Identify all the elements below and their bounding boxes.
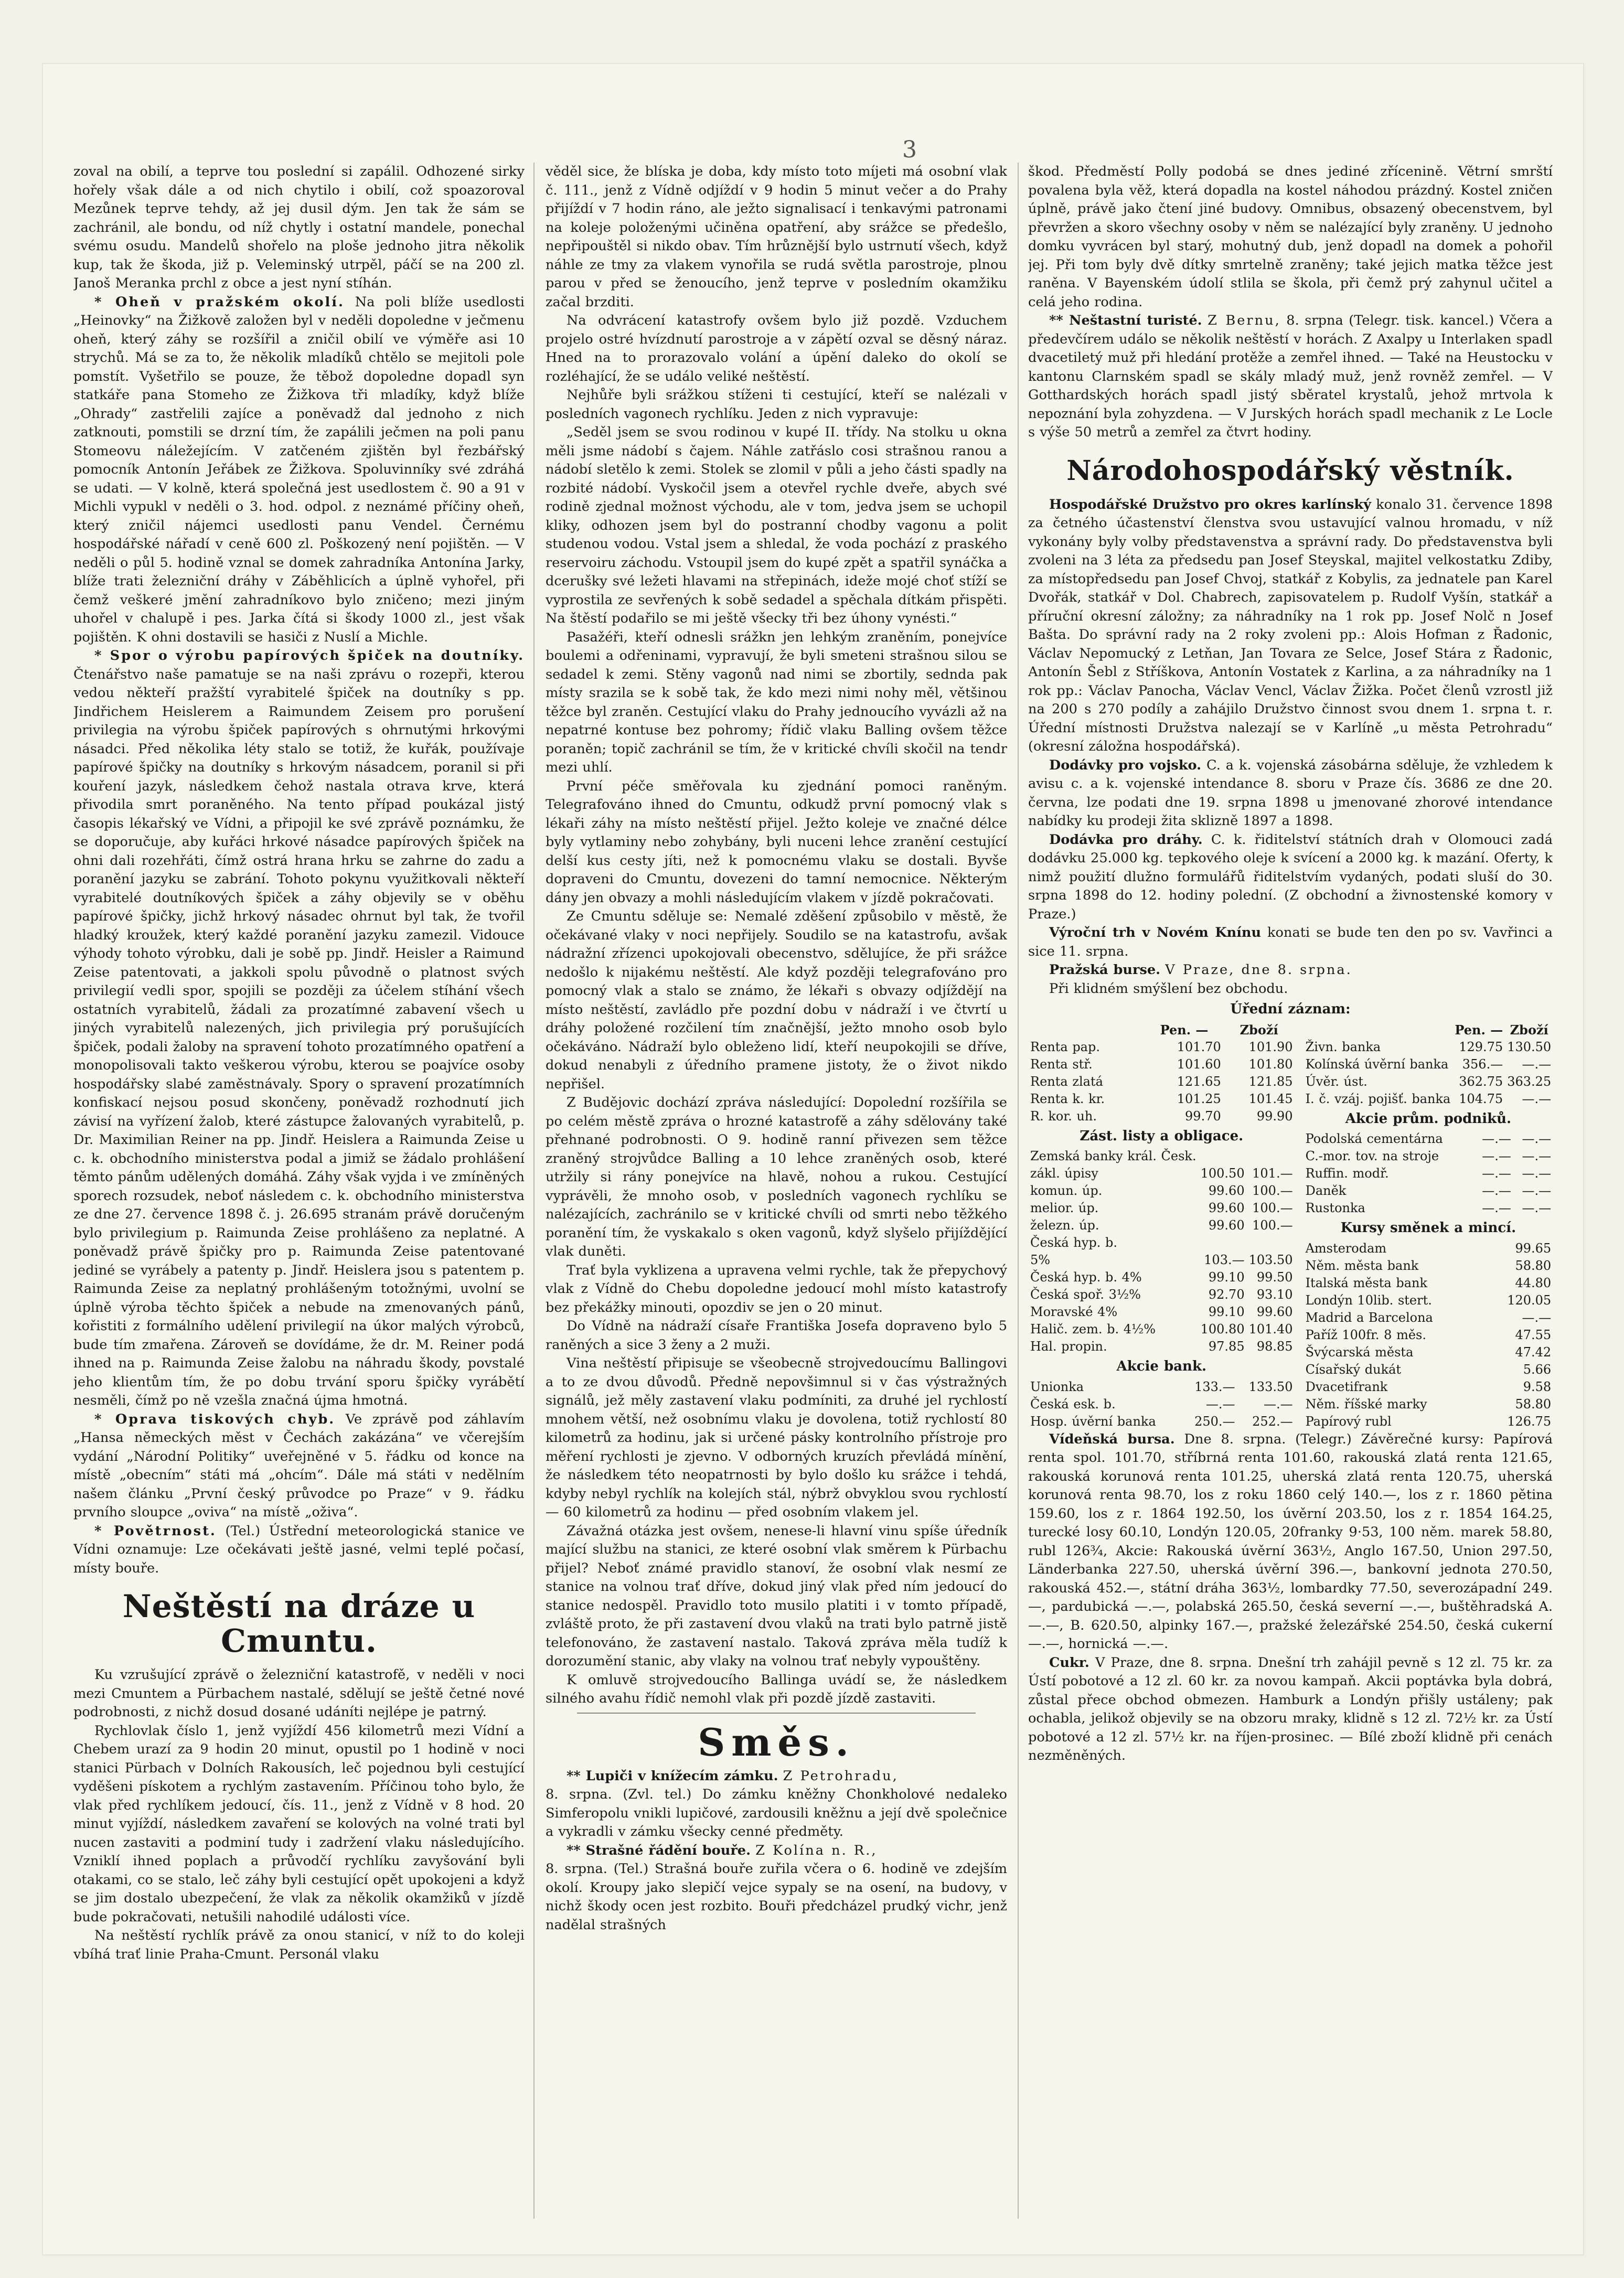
newspaper-page [42,63,1584,2255]
table-cell-value: —.— [1522,1149,1552,1163]
article-heading: Výroční trh v Novém Knínu [1049,925,1262,940]
section-headline: Národohospodářský věstník. [1066,454,1514,487]
table-subhead: Akcie prům. podniků. [1345,1110,1512,1127]
table-row [1304,1361,1553,1378]
column-rule-1 [533,163,535,2219]
article-paragraph: K omluvě strojvedoucího Ballinga uvádí se, že následkem silného avahu řídič nemohl vlak při pozdě jízdě zastaviti. [546,1672,1007,1706]
article-paragraph [1028,961,1553,980]
table-cell-label: Renta zlatá [1030,1074,1103,1089]
table-row [1028,1303,1295,1321]
table-row [1028,1200,1295,1217]
table-row [1028,1073,1295,1090]
table-cell-label: Papírový rubl [1305,1414,1392,1429]
table-cell-value: 58.80 [1515,1396,1552,1411]
article-text: C. a k. vojenská zásobárna sděluje, že vzhledem k avisu c. a k. vojenské intendance 8. sboru v Praze čís. 3686 ze dne 20. června, lze podati dne 19. srpna 1898 u jmenované zhorové intendance nabídky ku prodeji žita sklizně 1897 a 1898. [1028,757,1553,829]
section-divider [577,1713,976,1714]
table-row [1304,1056,1553,1073]
table-cell-label: C.-mor. tov. na stroje [1305,1149,1439,1163]
article-heading: ** Lupiči v knížecím zámku. [567,1768,778,1784]
table-subhead: Zást. listy a obligace. [1080,1128,1244,1144]
table-cell-label: Hosp. úvěrní banka [1030,1414,1156,1429]
table-header-cell: Zboží [1240,1022,1278,1038]
table-cell-value: —.— [1522,1183,1552,1198]
article-text: C. k. řiditelství státních drah v Olomouci zadá dodávku 25.000 kg. tepkového oleje k svícení a 2000 kg. k mazání. Oferty, k nimž použití dlužno formulářů řiditelstvím vydaných, podati sluší do 30. srpna 1898 do 12. hodiny polední. (Z obchodní a živnostenské komory v Praze.) [1028,831,1553,922]
table-cell-value: 101.40 [1248,1322,1293,1336]
article-text: V Praze, dne 8. srpna. Dnešní trh zahájil pevně s 12 zl. 75 kr. za Ústí pobotové a 12 zl. 60 kr. za novou kampaň. Akcii poptávka byla dobrá, zůstal přece obchod obmezen. Hamburk a Londýn přišly ustáleny; pak ochabla, jelikož objevily se na obzoru mraky, klidně s 12 zl. 72½ kr. za Ústí pobotové a 12 zl. 57½ kr. na říjen-prosinec. — Bílé zboží klidně při cenách nezměněných. [1028,1654,1553,1763]
table-cell-value: 133.50 [1248,1379,1293,1394]
table-cell-value: 99.60 [1208,1218,1245,1233]
table-cell-value: 250.— [1194,1414,1235,1429]
dateline: Dne 8. srpna. (Telegr.) [1184,1431,1352,1447]
table-cell-value: 101.70 [1177,1039,1221,1054]
column-left [73,163,525,2219]
section-headline: Směs. [698,1719,855,1764]
article-heading: Cukr. [1049,1654,1089,1671]
section-headline: Neštěstí na dráze u Cmuntu. [122,1588,476,1660]
table-cell-value: —.— [1482,1201,1511,1215]
table-cell-value [1247,1148,1295,1165]
table-row [1028,1286,1295,1303]
table-cell-value: 101.25 [1177,1091,1221,1106]
table-row [1304,1396,1553,1413]
table-cell-label: I. č. vzáj. pojišť. banka [1305,1091,1451,1106]
table-cell-label: železn. úp. [1030,1218,1099,1233]
table-cell-value [1199,1234,1247,1252]
table-row [1028,1148,1295,1165]
table-cell-value: 100.50 [1200,1166,1245,1181]
article-heading: * Spor o výrobu papírových špiček na doutníky. [94,648,525,664]
table-cell-value [1247,1234,1295,1252]
table-row [1304,1073,1553,1090]
table-cell-label: Úvěr. úst. [1305,1074,1367,1089]
table-cell-label: Zemská banky král. Česk. [1030,1149,1196,1163]
table-row [1028,1182,1295,1200]
table-subhead: Akcie bank. [1116,1359,1207,1374]
table-cell-label: Renta k. kr. [1030,1091,1105,1106]
table-row [1028,1165,1295,1182]
table-cell-label: komun. úp. [1030,1183,1103,1198]
table-header-row [1028,1021,1295,1039]
article-heading: ** Strašné řádění bouře. [567,1842,751,1858]
article-heading: Hospodářské Družstvo pro okres karlínský [1049,496,1372,512]
article-paragraph: „Seděl jsem se svou rodinou v kupé II. třídy. Na stolku u okna měli jsme nádobí s čajem. Náhle zatřáslo cosi strašnou ranou a nádobí sletělo k zemi. Stolek se zlomil v půli a jeho části spadly na rozbité nádobí. Vyskočil jsem a otevřel rychle dveře, abych své rodině zjednal možnost východu, ale v tom, jedva jsem se uchopil kliky, odhozen jsem byl do postranní chodby vagonu a polit studenou vodou. Vstal jsem a shledal, že voda pochází z praského reservoiru záchodu. Vstoupil jsem do kupé zpět a spatřil synáčka a dcerušky své ležeti hlavami na střepinách, ideže mojé choť stíží se vyprostila ze sevřených k sobě sedadel a spěchala dítkám přispěti. Na štěstí podařilo se mi ještě všecky tři bez úhony vynésti.“ [546,424,1007,626]
table-cell-label: Dvacetifrank [1305,1379,1388,1394]
table-cell-value: 129.75 [1459,1039,1503,1054]
table-row [1028,1108,1295,1125]
table-cell-value: —.— [1482,1166,1511,1181]
article-paragraph: Ze Cmuntu sděluje se: Nemalé zděšení způsobilo v městě, že očekávané vlaky v noci nepřijely. Soudilo se na katastrofu, avšak nádražní zřízenci upokojovali obecenstvo, sdělujíce, že při srážce nedošlo k nijakému neštěstí. Ale když později telegrafováno pro pomocný vlak a stalo se známo, že lékaři s obvazy odjíždějí na místo neštěstí, zavládlo pře pozdní dobu v nádraží i ve čtvrtí u dráhy položené rozčilení tím značnější, ježto mnoho osob bylo očekáváno. Nádraží bylo obleženo lidí, kteří neupokojili se dříve, dokud nenabyli z úředního pramene jistoty, že o život nikdo nepřišel. [546,908,1007,1092]
table-cell-value: 100.— [1252,1183,1293,1198]
table-cell-value: 47.42 [1515,1344,1552,1360]
table-cell-value: 98.85 [1256,1339,1293,1354]
dateline: Z Kolína n. R., [755,1842,878,1858]
table-cell-value: —.— [1522,1091,1552,1106]
article-paragraph: První péče směřovala ku zjednání pomoci raněným. Telegrafováno ihned do Cmuntu, odkudž první pomocný vlak s lékaři záhy na místo neštěstí přijel. Ježto koleje ve značné délce byly vytlaminy nebo zohybány, byli nuceni lehce zranění cestující delší kus cesty jíti, než k pomocnému vlaku se dostali. Byvše dopraveni do Cmuntu, dovezeni do tamní nemocnice. Některým dány jen obvazy a mohli následujícím vlakem v jízdě pokračovati. [546,778,1007,906]
article-paragraph [73,1410,525,1522]
article-paragraph: Z Budějovic dochází zpráva následující: Dopolední rozšířila se po celém městě zpráva o hrozné katastrofě a záhy sdělovány také přehnané podrobnosti. O 9. hodině ranní přivezen sem těžce zraněný strojvůdce Balling a 10 lehce zraněných osob, které utržily si rány ponejvíce na hlavě, nohou a rukou. Cestující vyprávěli, že mnoho osob, v posledních vagonech rychlíku se nalézajících, zachránilo se v kritické chvíli od smrti nebo těžkého poranění tím, že vyskakalo s oken vagonů, když slyšelo přijíždějící vlak duněti. [546,1095,1007,1259]
table-body [1028,1039,1295,1125]
table-row [1028,1413,1295,1430]
table-cell-value: 120.05 [1507,1292,1552,1308]
table-cell-value: 99.65 [1515,1240,1552,1256]
article-paragraph [73,293,525,647]
article-paragraph [1028,312,1553,442]
table-row [1028,1378,1295,1396]
table-row [1028,1321,1295,1338]
article-text: Závěrečné kursy: Papírová renta spol. 101.70, stříbrná renta 101.60, rakouská zlatá renta 121.65, rakouská korunová renta 101.25, uherská zlatá renta 120.75, uherská korunová renta 98.70, los z roku 1860 celý 140.—, los z r. 1860 pětina 159.60, los z r. 1864 192.50, los úvěrní 203.50, los z r. 1854 164.25, turecké losy 60.10, Londýn 120.05, 20franky 9·53, 100 něm. marek 58.80, rubl 126¾, Akcie: Rakouská úvěrní 363½, Anglo 167.50, Union 297.50, Länderbanka 227.50, uherská úvěrní 396.—, bankovní jednota 270.50, rakouská 452.—, státní dráha 363½, lombardky 77.50, severozápadní 249.—, pardubická —.—, polabská 265.50, česká severní —.—, buštěhradská A. —.—, B. 620.50, alpinky 167.—, pražské železářské 254.50, česká cukerní —.—, hornická —.—. [1028,1431,1553,1652]
table-cell-label: Londýn 10lib. stert. [1305,1292,1432,1308]
table-cell-label: Ruffin. modř. [1305,1166,1389,1181]
article-paragraph: Závažná otázka jest ovšem, nenese-li hlavní vinu spíše úředník mající službu na stanici, ze které osobní vlak směrem k Pürbachu přijel? Neboť známé pravidlo stanoví, že osobní vlak nesmí ze stanice na volnou trať dříve, dokud jiný vlak před ním jedoucí do stanice nedospěl. Pravidlo toto musilo platiti i v tomto případě, zvláště proto, že při zastavení dvou vlaků na trati bylo patrně jistě telefonováno, že zastavení nastalo. Taková zpráva měla tudíž k dorozumění stanic, aby vlaky na volnou trať nebyly vypouštěny. [546,1523,1007,1669]
table-cell-label: Amsterodam [1305,1240,1387,1256]
article-paragraph: Rychlovlak číslo 1, jenž vyjíždí 456 kilometrů mezi Vídní a Chebem urazí za 9 hodin 20 minut, opustil po 1 hodině v noci stanici Pürbach v Dolních Rakousích, leč pojednou byli cestující vyděšeni pískotem a rychlým zastavením. Příčinou toho bylo, že vlak před rychlíkem jedoucí, čís. 11., jenž z Vídně v 8 hod. 20 minut vyjíždí, následkem zavaření se kolových na volné trati byl nucen zastaviti a podminí tudy i zadržení vlaku následujícího. Vzniklí ihned poplach a průvodčí rychlíku zavyšování byli otakami, co se stalo, leč záhy byli cestující opět upokojeni a když se jim dostalo ubezpečení, že vlak za několik okamžiků v jízdě bude pokračovati, netušili nahodilé události více. [73,1723,525,1925]
table-cell-label: Kolínská úvěrní banka [1305,1056,1449,1072]
column-middle [546,163,1007,2219]
table-header-cell: Zboží [1510,1022,1548,1038]
article-heading: * Oheň v pražském okolí. [94,294,345,310]
table-cell-value: 126.75 [1507,1414,1552,1429]
table-header-row [1304,1021,1553,1039]
table-cell-value: 100.— [1252,1218,1293,1233]
table-cell-value: —.— [1522,1166,1552,1181]
table-row [1304,1165,1553,1182]
table-cell-value: —.— [1482,1149,1511,1163]
dateline: Z Bernu, [1208,313,1281,328]
table-cell-value: 130.50 [1507,1039,1552,1054]
table-cell-label: Česká esk. b. [1030,1396,1116,1411]
table-row [1304,1413,1553,1430]
table-cell-label: Podolská cementárna [1305,1131,1443,1146]
article-paragraph: Nejhůře byli srážkou stíženi ti cestující, kteří se nalézali v posledních vagonech rychlíku. Jeden z nich vypravuje: [546,387,1007,422]
article-text: konati se bude ten den po sv. Vavřinci a sice 11. srpna. [1028,925,1553,959]
table-cell-value: 363.25 [1507,1074,1552,1089]
table-row [1028,1217,1295,1234]
table-row [1304,1182,1553,1200]
table-cell-value: 99.10 [1208,1270,1245,1285]
article-paragraph [546,1767,1007,1786]
table-row [1304,1378,1553,1396]
table-cell-label: Renta pap. [1030,1039,1100,1054]
table-cell-label: Italská města bank [1305,1275,1428,1290]
table-header-cell: Pen. — [1160,1022,1209,1038]
table-cell-value: 121.65 [1177,1074,1221,1089]
table-row [1304,1292,1553,1309]
table-row [1304,1090,1553,1108]
article-paragraph [1028,496,1553,756]
article-heading: ** Neštastní turisté. [1049,313,1202,328]
table-cell-value: 99.60 [1256,1304,1293,1319]
table-row [1028,1039,1295,1056]
table-cell-label: R. kor. uh. [1030,1108,1097,1124]
article-text: 8. srpna (Telegr. tisk. kancel.) Včera a předevčírem událo se několik neštěstí v horách. Z Axalpy u Interlaken spadl dvacetiletý muž při hledání protěže a zemřel ihned. — Také na Heustocku v kantonu Clarnském spadl se skály mladý muž, jenž rovněž zemřel. — V Gotthardských horách spadl jistý sběratel krystalů, jehož mrtvola k nepoznání byla zohyzdena. — V Jurských horách spadl mechanik z Le Locle s výše 50 metrů a zemřel za čtvrt hodiny. [1028,313,1553,440]
table-cell-value: 252.— [1252,1414,1293,1429]
table-cell-label: Česká spoř. 3½% [1030,1287,1141,1302]
article-heading: Pražská burse. [1049,962,1161,978]
table-cell-value: —.— [1522,1310,1552,1325]
table-cell-value: 99.60 [1208,1201,1245,1215]
table-row [1304,1130,1553,1148]
bank-table [1304,1021,1553,1108]
table-cell-label: Něm. říšské marky [1305,1396,1427,1411]
table-cell-value: 100.80 [1200,1322,1245,1336]
table-cell-value: 104.75 [1459,1091,1503,1106]
table-row [1028,1338,1295,1355]
table-cell-label: Halič. zem. b. 4½% [1030,1322,1156,1336]
table-cell-value: 58.80 [1515,1258,1552,1273]
market-table-left [1028,1021,1295,1430]
table-row [1304,1200,1553,1217]
table-cell-label: Rustonka [1305,1201,1365,1215]
table-cell-label: 5% [1030,1253,1051,1267]
table-cell-label: Něm. města bank [1305,1258,1419,1273]
table-row [1028,1396,1295,1413]
table-cell-value: 9.58 [1523,1379,1552,1394]
article-paragraph [1028,1430,1553,1654]
market-table-title: Úřední záznam: [1230,1001,1351,1017]
article-heading: Dodávky pro vojsko. [1049,757,1202,773]
dateline: Z Petrohradu, [783,1768,899,1784]
table-cell-value: —.— [1522,1201,1552,1215]
table-row [1304,1240,1553,1257]
table-body [1304,1240,1553,1430]
table-cell-value: 5.66 [1523,1362,1552,1377]
article-paragraph [546,1842,1007,1860]
table-row [1304,1275,1553,1292]
table-row [1304,1327,1553,1344]
table-cell-label: Císařský dukát [1305,1362,1402,1377]
table-row [1028,1269,1295,1286]
article-paragraph: Do Vídně na nádraží císaře Františka Josefa dopraveno bylo 5 raněných a sice 3 ženy a 2 muži. [546,1318,1007,1353]
table-cell-value: 92.70 [1208,1287,1245,1302]
industry-table [1304,1130,1553,1217]
page-marker: 3 [902,136,917,163]
table-header-cell: Pen. — [1455,1022,1503,1038]
table-cell-value: 101.80 [1248,1056,1293,1072]
article-paragraph: Na neštěstí rychlík právě za onou stanicí, v níž to do koleji vbíhá trať linie Praha-Cmunt. Personál vlaku [73,1928,525,1962]
table-cell-value: 103.— [1204,1253,1245,1267]
table-row [1028,1056,1295,1073]
table-cell-value: 93.10 [1256,1287,1293,1302]
table-body [1304,1130,1553,1217]
table-body [1028,1148,1295,1355]
article-paragraph [1028,924,1553,961]
table-cell-value: 99.10 [1208,1304,1245,1319]
table-cell-label: Daněk [1305,1183,1347,1198]
table-cell-label: Unionka [1030,1379,1084,1394]
article-text: (Tel.) Ústřední meteorologická stanice ve Vídni oznamuje: Lze očekávati ještě jasné, velmi teplé počasí, místy bouře. [73,1523,525,1576]
table-cell-value: —.— [1522,1056,1552,1072]
article-paragraph [1028,831,1553,924]
column-rule-2 [1018,163,1019,2219]
article-paragraph [73,1522,525,1578]
article-paragraph: Na odvrácení katastrofy ovšem bylo již pozdě. Vzduchem projelo ostré hvízdnutí parostroje a v zápětí ozval se děsný náraz. Hned na to prorazovalo volání a úpění daleko do okolí se rozléhající, že se událo veliké neštěstí. [546,313,1007,384]
table-cell-value: 100.— [1252,1201,1293,1215]
bond-table [1028,1021,1295,1125]
table-cell-value: 44.80 [1515,1275,1552,1290]
article-paragraph: 8. srpna. (Zvl. tel.) Do zámku kněžny Chonkholové nedaleko Simferopolu vnikli lupičové, zardousili kněžnu a její dvě společnice a vykradli v zámku všecky cenné předměty. [546,1787,1007,1839]
exchange-table [1304,1240,1553,1430]
table-cell-value: 97.85 [1208,1339,1245,1354]
article-text: Na poli blíže usedlosti „Heinovky“ na Žižkově založen byl v neděli dopoledne v ječmenu oheň, který záhy se rozšířil a zničil obilí ve výměře asi 10 strychů. Má se za to, že několik mladíků chtělo se mejitoli pole pomstít. Vyšetřilo se pouze, že těbož dopoledne dopadl syn statkáře pana Stomeho ze Žižkova tři mladíky, když blíže „Ohrady“ zastřelili zajíce a poněvadž dal jednoho z nich zatknouti, pomstili se drzní tím, že zapálili ječmen na poli panu Stomeovu náležejícím. V zatčeném zjištěn byl řezbářský pomocník Antonín Jeřábek ze Žižkova. Spoluvinníky své zdráhá se udati. — V kolně, která společná jest usedlostem č. 90 a 91 v Michli vypukl v neděli o 3. hod. odpol. z neznámé příčiny oheň, který zničil nájemci usedlosti panu Vendel. Černému hospodářské nářadí v ceně 600 zl. Poškozený není pojištěn. — V neděli o půl 5. hodině vznal se domek zahradníka Antonína Jarky, blíže trati železniční dráhy v Záběhlicích a úplně vyhořel, při čemž veškeré jmění zahradníkovo bylo zničeno; mezi jiným uhořel v chalupě i pes. Jarka čítá si škody 1000 zl., jest však pojištěn. K ohni dostavili se hasiči z Nuslí a Michle. [73,294,525,645]
table-cell-value: 101.45 [1248,1091,1293,1106]
table-cell-value: —.— [1482,1131,1511,1146]
column-right [1028,163,1553,2219]
article-heading: * Oprava tiskových chyb. [94,1411,336,1427]
table-cell-value: 101.— [1252,1166,1293,1181]
table-row [1304,1309,1553,1327]
table-cell-label: Moravské 4% [1030,1304,1118,1319]
dateline: V Praze, dne 8. srpna. [1165,962,1352,978]
table-cell-label: Švýcarská města [1305,1344,1414,1360]
article-paragraph [1028,1654,1553,1766]
table-cell-label: Renta stř. [1030,1056,1093,1072]
table-subhead: Kursy směnek a mincí. [1340,1220,1516,1236]
table-cell-value: 121.85 [1248,1074,1293,1089]
article-heading: * Povětrnost. [94,1523,217,1539]
table-cell-value: 47.55 [1515,1327,1552,1342]
table-cell-value: 362.75 [1459,1074,1503,1089]
obligation-table [1028,1148,1295,1355]
article-paragraph: Pasažéři, kteří odnesli srážkn jen lehkým zraněním, ponejvíce boulemi a odřeninami, vypravují, že byli smeteni strašnou silou se sedadel k zemi. Stěny vagonů nad nimi se zbortily, sednda pak místy srazila se k sobě tak, že kdo mezi nimi nohy měl, většinou těžce byl zraněn. Cestující vlaku do Prahy jednoucího vyvázli až na nepatrné kontuse bez pohromy; řídič vlaku Balling ovšem těžce poraněn; topič zachránil se tím, že v kritické chvíli skočil na tendr mezi uhlí. [546,629,1007,775]
article-paragraph: Ku vzrušující zprávě o železniční katastrofě, v neděli v noci mezi Cmuntem a Pürbachem nastalé, sdělují se ještě četné nové podrobnosti, z nichž dosud dosané udáníti nejlépe je patrný. [73,1667,525,1720]
article-paragraph: věděl sice, že blíska je doba, kdy místo toto míjeti má osobní vlak č. 111., jenž z Vídně odjíždí v 9 hodin 5 minut večer a do Prahy přijíždí v 7 hodin ráno, ale ježto signalisací i tenkavými patronami na koleje položenými učiněna opatření, aby srážce se předešlo, nepřipouštěl si nikdo obav. Tím hrůznější bylo ustrnutí všech, když náhle ze tmy za vlakem vynořila se rudá světla parostroje, plnou parou v před se ženoucího, jenž teprve v posledním okamžiku začal brzditi. [546,164,1007,310]
table-row [1304,1257,1553,1275]
bank-shares-table [1028,1378,1295,1430]
article-paragraph [1028,756,1553,831]
article-heading: Vídeňská bursa. [1049,1431,1175,1447]
table-cell-label: melior. úp. [1030,1201,1099,1215]
article-text: Ve zprávě pod záhlavím „Hansa německých měst v Čechách zakázána“ ve včerejším vydání „Národní Politiky“ uveřejněné v 5. řádku od konce na místě „obecním“ státi má „ohcím“. Dále má státi v nedělním našem článku „První český průvodce po Praze“ v 9. řádku prvního sloupce „oviva“ na místě „oživa“. [73,1411,525,1520]
article-paragraph [73,647,525,1410]
table-row [1304,1148,1553,1165]
table-row [1028,1090,1295,1108]
article-paragraph: 8. srpna. (Tel.) Strašná bouře zuřila včera o 6. hodině ve zdejším okolí. Kroupy jako slepičí vejce sypaly se na osení, na budovy, v nichž škody ocen jest rozbito. Bouři předcházel prudký vichr, jenž nadělal strašných [546,1861,1007,1933]
table-row [1304,1344,1553,1361]
table-cell-value: —.— [1263,1396,1293,1411]
article-paragraph: škod. Předměstí Polly podobá se dnes jediné zřícenině. Větrní smrští povalena byla věž, která dopadla na kostel náhodou prázdný. Kostel zničen úplně, právě jako čtení jiné budovy. Omnibus, obsazený obecenstvem, byl převržen a skoro všechny osoby v něm se nalézající byly zraněny. U jednoho domku vyvrácen byl starý, mohutný dub, jenž dopadl na domek a pohořil jej. Při tom byly dvě dítky smrtelně zraněny; také jejich matka těžce jest raněna. V Bayenském údolí stlila se škola, při čemž prý zahynul učitel a celá jeho rodina. [1028,164,1553,310]
table-cell-label: Česká hyp. b. [1030,1235,1117,1250]
article-text: Čtenářstvo naše pamatuje se na naši zprávu o rozepři, kterou vedou někteří pražští vyrabitelé špiček na doutníky s pp. Jindřichem Heislerem a Raimundem Zeisem pro porušení privilegia na výrobu špiček papírových s ohrnutými hrkovými násadci. Před několika léty stalo se totiž, že kuřák, používaje papírové špičky na doutníky s hrkovým násadcem, poranil si při kouření jazyk, následkem čehož nastala otrava krve, která přivodila smrt poraněného. Na tento případ poukázal jistý časopis lékařský ve Vídni, a připojil ke své zprávě poznámku, že se doporučuje, aby kuřáci hrkové násadce papírových špiček na ohni dali rozehřáti, čímž ostrá hrana hrku se zahrne do zadu a poranění jazyku se zabrání. Tohoto pokynu využitkovali někteří vyrabitelé doutníkových špiček a záhy objevily se v oběhu papírové špičky, jichž hrkový násadec ohrnut byl tak, že tvořil hladký kroužek, který každé poranění jazyku zamezil. Vidouce výhody tohoto výrobku, dali je sobě pp. Jindř. Heisler a Raimund Zeise patentovati, a jakkoli spolu původně o platnost svých privilegií vedli spor, spojili se později za účelem stíhání všech ostatních vyrabitelů, žádali za prozatímné zabavení všech u jiných vyrabitelů nalezených, jich privilegia prý porušujících špiček, podali žaloby na spravení tohoto prozatímného opatření a monopolisovali takto veškerou výrobu, kterou se poajvíce osoby hospodářsky slabé zaměstnávaly. Spory o spravení prozatímních konfiskací nejsou posud skončeny, poněvadž rozhodnutí jich závisí na vyřízení žalob, které zástupce žalovaných vyrabitelů, p. Dr. Maximilian Reiner na pp. Jindř. Heislera a Raimunda Zeise u c. k. obchodního ministerstva podal a jimiž se žádalo prohlášení těmto pánům udělených domáhá. Záhy však vyjda i ve zmíněných sporech rozsudek, neboť následem c. k. obchodního ministerstva ze dne 27. července 1898 č. j. 26.695 stranám právě doručeným bylo privilegium p. Raimunda Zeise prohlášeno za neplatné. A poněvadž právě špičky pro p. Raimunda Zeise patentované jediné se vyrábely a patenty p. Jindř. Heislera jsou s patentem p. Raimunda Zeise za neplatný prohlášeným totožnými, uvolní se úplně výroba těchto špiček a nebude na zmenovaných pánů, kořistiti z formálního udělení privilegií na úkor malých výrobců, bude tím zmařena. Zároveň se dovídáme, že dr. M. Reiner podá ihned na p. Raimunda Zeise žalobu na náhradu škody, povstalé jeho klientům tím, že po dobu trvání sporu špičky vyrábětí nesměli, čímž po ně vzešla značná újma hmotná. [73,666,525,1408]
table-cell-value: 101.60 [1177,1056,1221,1072]
table-cell-label: zákl. úpisy [1030,1166,1098,1181]
table-cell-value: 99.90 [1256,1108,1293,1124]
table-cell-value [1199,1148,1247,1165]
table-cell-value: —.— [1205,1396,1235,1411]
table-row [1028,1252,1295,1269]
table-cell-label: Paříž 100fr. 8 měs. [1305,1327,1426,1342]
table-cell-value: 101.90 [1248,1039,1293,1054]
article-heading: Dodávka pro dráhy. [1049,831,1203,848]
table-cell-label: Madrid a Barcelona [1305,1310,1433,1325]
article-paragraph: Při klidném smýšlení bez obchodu. [1049,980,1288,997]
article-paragraph: Vina neštěstí připisuje se všeobecně strojvedoucímu Ballingovi a to ze dvou důvodů. Předně nepovšimnul si v čas výstražných signálů, jež měly zastavení vlaku podmíniti, za druhé jel rychlostí mnohem větší, než osobnímu vlaku je dovolena, totiž rychlostí 80 kilometrů za hodinu, jak si určené pásky kontrolního přístroje pro měření rychlosti je zjevno. V odborných kruzích převládá mínění, že následkem této neopatrnosti by bylo došlo ku srážce i tehdá, kdyby nebyl rychlík na kolejích stál, nýbrž obvyklou svou rychlostí — 60 kilometrů za hodinu — před osobním vlakem jel. [546,1355,1007,1520]
table-cell-value: —.— [1482,1183,1511,1198]
table-body [1028,1378,1295,1430]
table-cell-label: Živn. banka [1305,1039,1381,1054]
table-cell-value: 99.70 [1185,1108,1221,1124]
article-paragraph: Trať byla vyklizena a upravena velmi rychle, tak že přepychový vlak z Vídně do Chebu dopoledne jedoucí mohl místo katastrofy bez překážky minouti, opozdiv se jen o 20 minut. [546,1262,1007,1316]
table-body [1304,1039,1553,1108]
article-text: konalo 31. července 1898 za četného účastenství členstva svou ustavující valnou hromadu, v níž vykonány byly volby představenstva a správní rady. Do představenstva byli zvoleni na 3 léta za předsedu pan Josef Steyskal, majitel velkostatku Zdiby, za místopředsedu pan Josef Chvoj, statkář z Kobylis, za jednatele pan Karel Dvořák, statkář v Dol. Chabrech, zapisovatelem p. Rudolf Vyšín, statkář a příruční okresní záložny; za náhradníky na 1 rok pp. Josef Nolč n Josef Bašta. Do správní rady na 2 roky zvoleni pp.: Alois Hofman z Řadonic, Václav Nepomucký z Letňan, Jan Tovara ze Selce, Josef Stára z Řadonic, Antonín Šebl z Stříškova, Antonín Vostatek z Karlina, a za náhradníky na 1 rok pp.: Václav Panocha, Václav Vencl, Václav Žižka. Počet členů vzrostl již na 200 s 270 podíly a zahájilo Družstvo činnost svou dnem 1. srpna t. r. Úřední místnosti Družstva nalezají se v Karlíně „u města Petrohradu“ (okresní záložna hospodářská). [1028,496,1553,754]
article-paragraph: zoval na obilí, a teprve tou poslední si zapálil. Odhozené sirky hořely však dále a od nich chytilo i obilí, což spoazoroval Mezůnek teprve tehdy, až jej dusil dým. Jen tak že sám se zachránil, ale bondu, od níž chytly i ostatní mandele, ponechal svému osudu. Mandelů shořelo na ploše jednoho jitra několik kup, tak že škoda, již p. Veleminský utrpěl, páčí se na 200 zl. Janoš Meranka prchl z obce a jest nyní stíhán. [73,164,525,291]
table-cell-label: Hal. propin. [1030,1339,1107,1354]
market-tables [1028,1021,1553,1430]
table-row [1028,1234,1295,1252]
table-cell-value: 133.— [1194,1379,1235,1394]
market-table-right [1304,1021,1553,1430]
table-cell-value: 99.50 [1256,1270,1293,1285]
table-cell-label: Česká hyp. b. 4% [1030,1270,1142,1285]
table-cell-value: 99.60 [1208,1183,1245,1198]
table-cell-value: —.— [1522,1131,1552,1146]
table-cell-value: 103.50 [1248,1253,1293,1267]
table-row [1304,1039,1553,1056]
table-cell-value: 356.— [1462,1056,1503,1072]
